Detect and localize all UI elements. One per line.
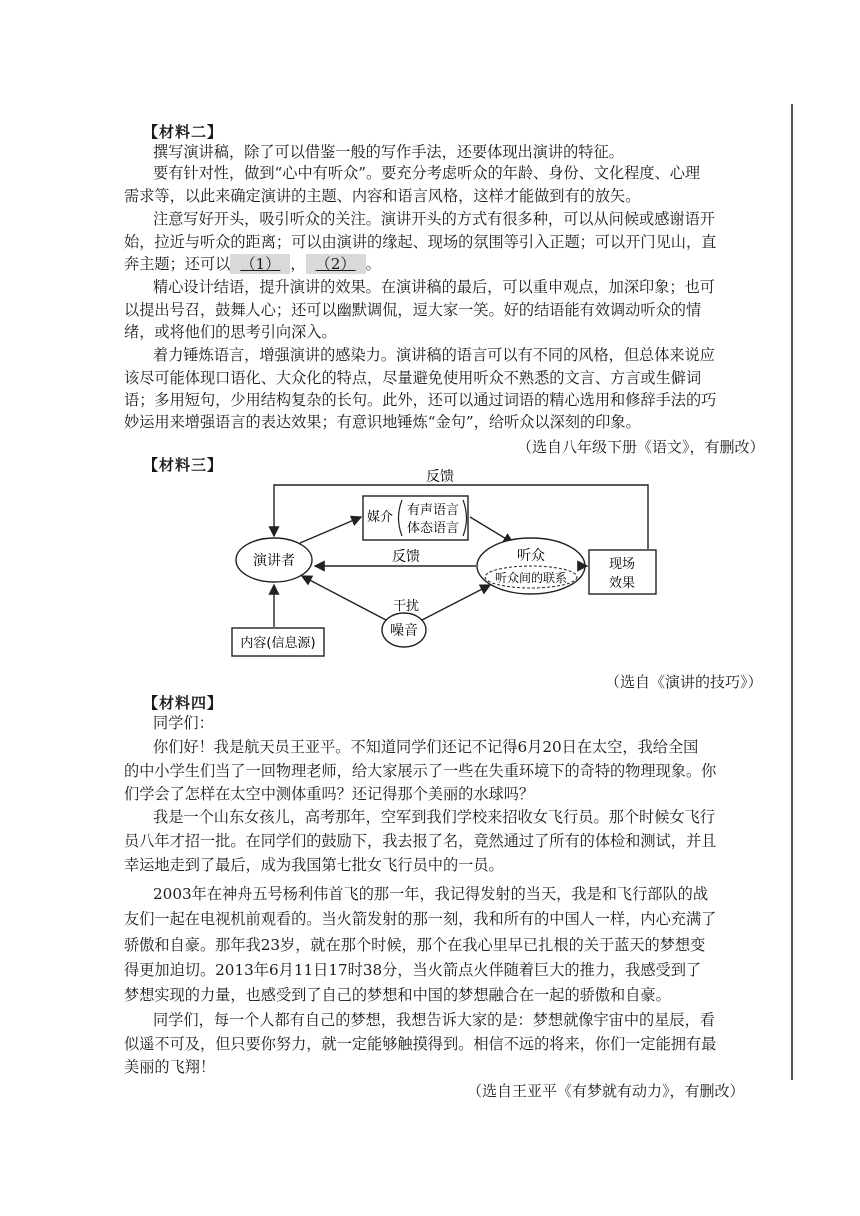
material-2-heading: 【材料二】 bbox=[143, 123, 224, 141]
noise-to-audience-arrow bbox=[422, 585, 490, 620]
m2-line-6-sep: ， bbox=[290, 255, 306, 273]
material-4-heading: 【材料四】 bbox=[143, 694, 224, 712]
m4-p1-line-3: 们学会了怎样在太空中测体重吗？还记得那个美丽的水球吗？ bbox=[124, 785, 535, 803]
m2-line-13: 妙运用来增强语言的表达效果；有意识地锤炼“金句”，给听众以深刻的印象。 bbox=[124, 413, 641, 431]
m4-source: （选自王亚平《有梦就有动力》，有删改） bbox=[467, 1082, 745, 1100]
m4-p1-line-1: 你们好！我是航天员王亚平。不知道同学们还记不记得6月20日在太空，我给全国 bbox=[153, 738, 699, 756]
m4-p3-line-2: 友们一起在电视机前观看的。当火箭发射的那一刻，我和所有的中国人一样，内心充满了 bbox=[124, 910, 717, 928]
m2-line-12: 语；多用短句，少用结构复杂的长句。此外，还可以通过词语的精心选用和修辞手法的巧 bbox=[124, 391, 717, 409]
m4-p3-line-1: 2003年在神舟五号杨利伟首飞的那一年，我记得发射的当天，我是和飞行部队的战 bbox=[153, 885, 709, 903]
blank-1: （1） bbox=[230, 254, 290, 274]
m2-line-7: 精心设计结语，提升演讲的效果。在演讲稿的最后，可以重申观点，加深印象；也可 bbox=[153, 278, 715, 296]
content-source-label: 内容(信息源) bbox=[240, 636, 316, 651]
m4-p3-line-4: 得更加迫切。2013年6月11日17时38分，当火箭点火伴随着巨大的推力，我感受到了 bbox=[124, 961, 702, 979]
m4-p3-line-3: 骄傲和自豪。那年我23岁，就在那个时候，那个在我心里早已扎根的关于蓝天的梦想变 bbox=[124, 936, 706, 954]
m4-p2-line-3: 幸运地走到了最后，成为我国第七批女飞行员中的一员。 bbox=[124, 856, 504, 874]
m2-line-11: 该尽可能体现口语化、大众化的特点，尽量避免使用听众不熟悉的文言、方言或生僻词 bbox=[124, 369, 702, 387]
body-language-label: 体态语言 bbox=[406, 521, 460, 536]
interference-label: 干扰 bbox=[392, 599, 420, 614]
m2-line-6-start: 奔主题；还可以 bbox=[124, 255, 231, 273]
m4-p1-line-2: 的中小学生们当了一回物理老师，给大家展示了一些在失重环境下的奇特的物理现象。你 bbox=[124, 762, 717, 780]
voice-language-label: 有声语言 bbox=[406, 503, 460, 518]
scene-label-1: 现场 bbox=[608, 557, 636, 572]
speaker-label: 演讲者 bbox=[253, 553, 295, 569]
m4-p3-line-5: 梦想实现的力量，也感受到了自己的梦想和中国的梦想融合在一起的骄傲和自豪。 bbox=[124, 986, 671, 1004]
noise-label: 噪音 bbox=[390, 623, 418, 639]
m4-p2-line-2: 员八年才招一批。在同学们的鼓励下，我去报了名，竟然通过了所有的体检和测试，并且 bbox=[124, 832, 717, 850]
speaker-to-media-arrow bbox=[300, 517, 361, 543]
m2-line-9: 绪，或将他们的思考引向深入。 bbox=[124, 323, 337, 341]
m2-line-10: 着力锤炼语言，增强演讲的感染力。演讲稿的语言可以有不同的风格，但总体来说应 bbox=[153, 346, 715, 364]
scene-label-2: 效果 bbox=[608, 576, 636, 591]
blank-2: （2） bbox=[306, 254, 366, 274]
m2-line-6-end: 。 bbox=[365, 255, 381, 273]
m2-line-8: 以提出号召，鼓舞人心；还可以幽默调侃，逗大家一笑。好的结语能有效调动听众的情 bbox=[124, 301, 702, 319]
feedback-mid-label: 反馈 bbox=[392, 549, 420, 565]
m2-source: （选自八年级下册《语文》，有删改） bbox=[517, 438, 765, 456]
noise-to-speaker-arrow bbox=[302, 576, 386, 620]
m2-line-1: 撰写演讲稿，除了可以借鉴一般的写作手法，还要体现出演讲的特征。 bbox=[153, 143, 624, 161]
m3-source: （选自《演讲的技巧》） bbox=[605, 673, 763, 691]
media-to-audience-arrow bbox=[470, 517, 513, 543]
m2-line-5: 始，拉近与听众的距离；可以由演讲的缘起、现场的氛围等引入正题；可以开门见山，直 bbox=[124, 233, 717, 251]
m4-p4-line-1: 同学们，每一个人都有自己的梦想，我想告诉大家的是：梦想就像宇宙中的星辰，看 bbox=[153, 1011, 715, 1029]
audience-link-label: 听众间的联系 bbox=[494, 571, 568, 585]
material-3-heading: 【材料三】 bbox=[143, 456, 224, 474]
media-label: 媒介 bbox=[367, 510, 394, 525]
m4-p4-line-3: 美丽的飞翔！ bbox=[124, 1058, 216, 1076]
m2-line-4: 注意写好开头，吸引听众的关注。演讲开头的方式有很多种，可以从问候或感谢语开 bbox=[153, 210, 715, 228]
feedback-top-label: 反馈 bbox=[426, 469, 454, 485]
m2-line-2: 要有针对性，做到“心中有听众”。要充分考虑听众的年龄、身份、文化程度、心理 bbox=[153, 164, 701, 182]
m2-line-3: 需求等，以此来确定演讲的主题、内容和语言风格，这样才能做到有的放矢。 bbox=[124, 187, 641, 205]
m4-greeting: 同学们： bbox=[153, 714, 214, 732]
m4-p4-line-2: 似遥不可及，但只要你努力，就一定能够触摸得到。相信不远的将来，你们一定能拥有最 bbox=[124, 1035, 717, 1053]
m4-p2-line-1: 我是一个山东女孩儿，高考那年，空军到我们学校来招收女飞行员。那个时候女飞行 bbox=[153, 808, 715, 826]
audience-label: 听众 bbox=[517, 548, 545, 564]
